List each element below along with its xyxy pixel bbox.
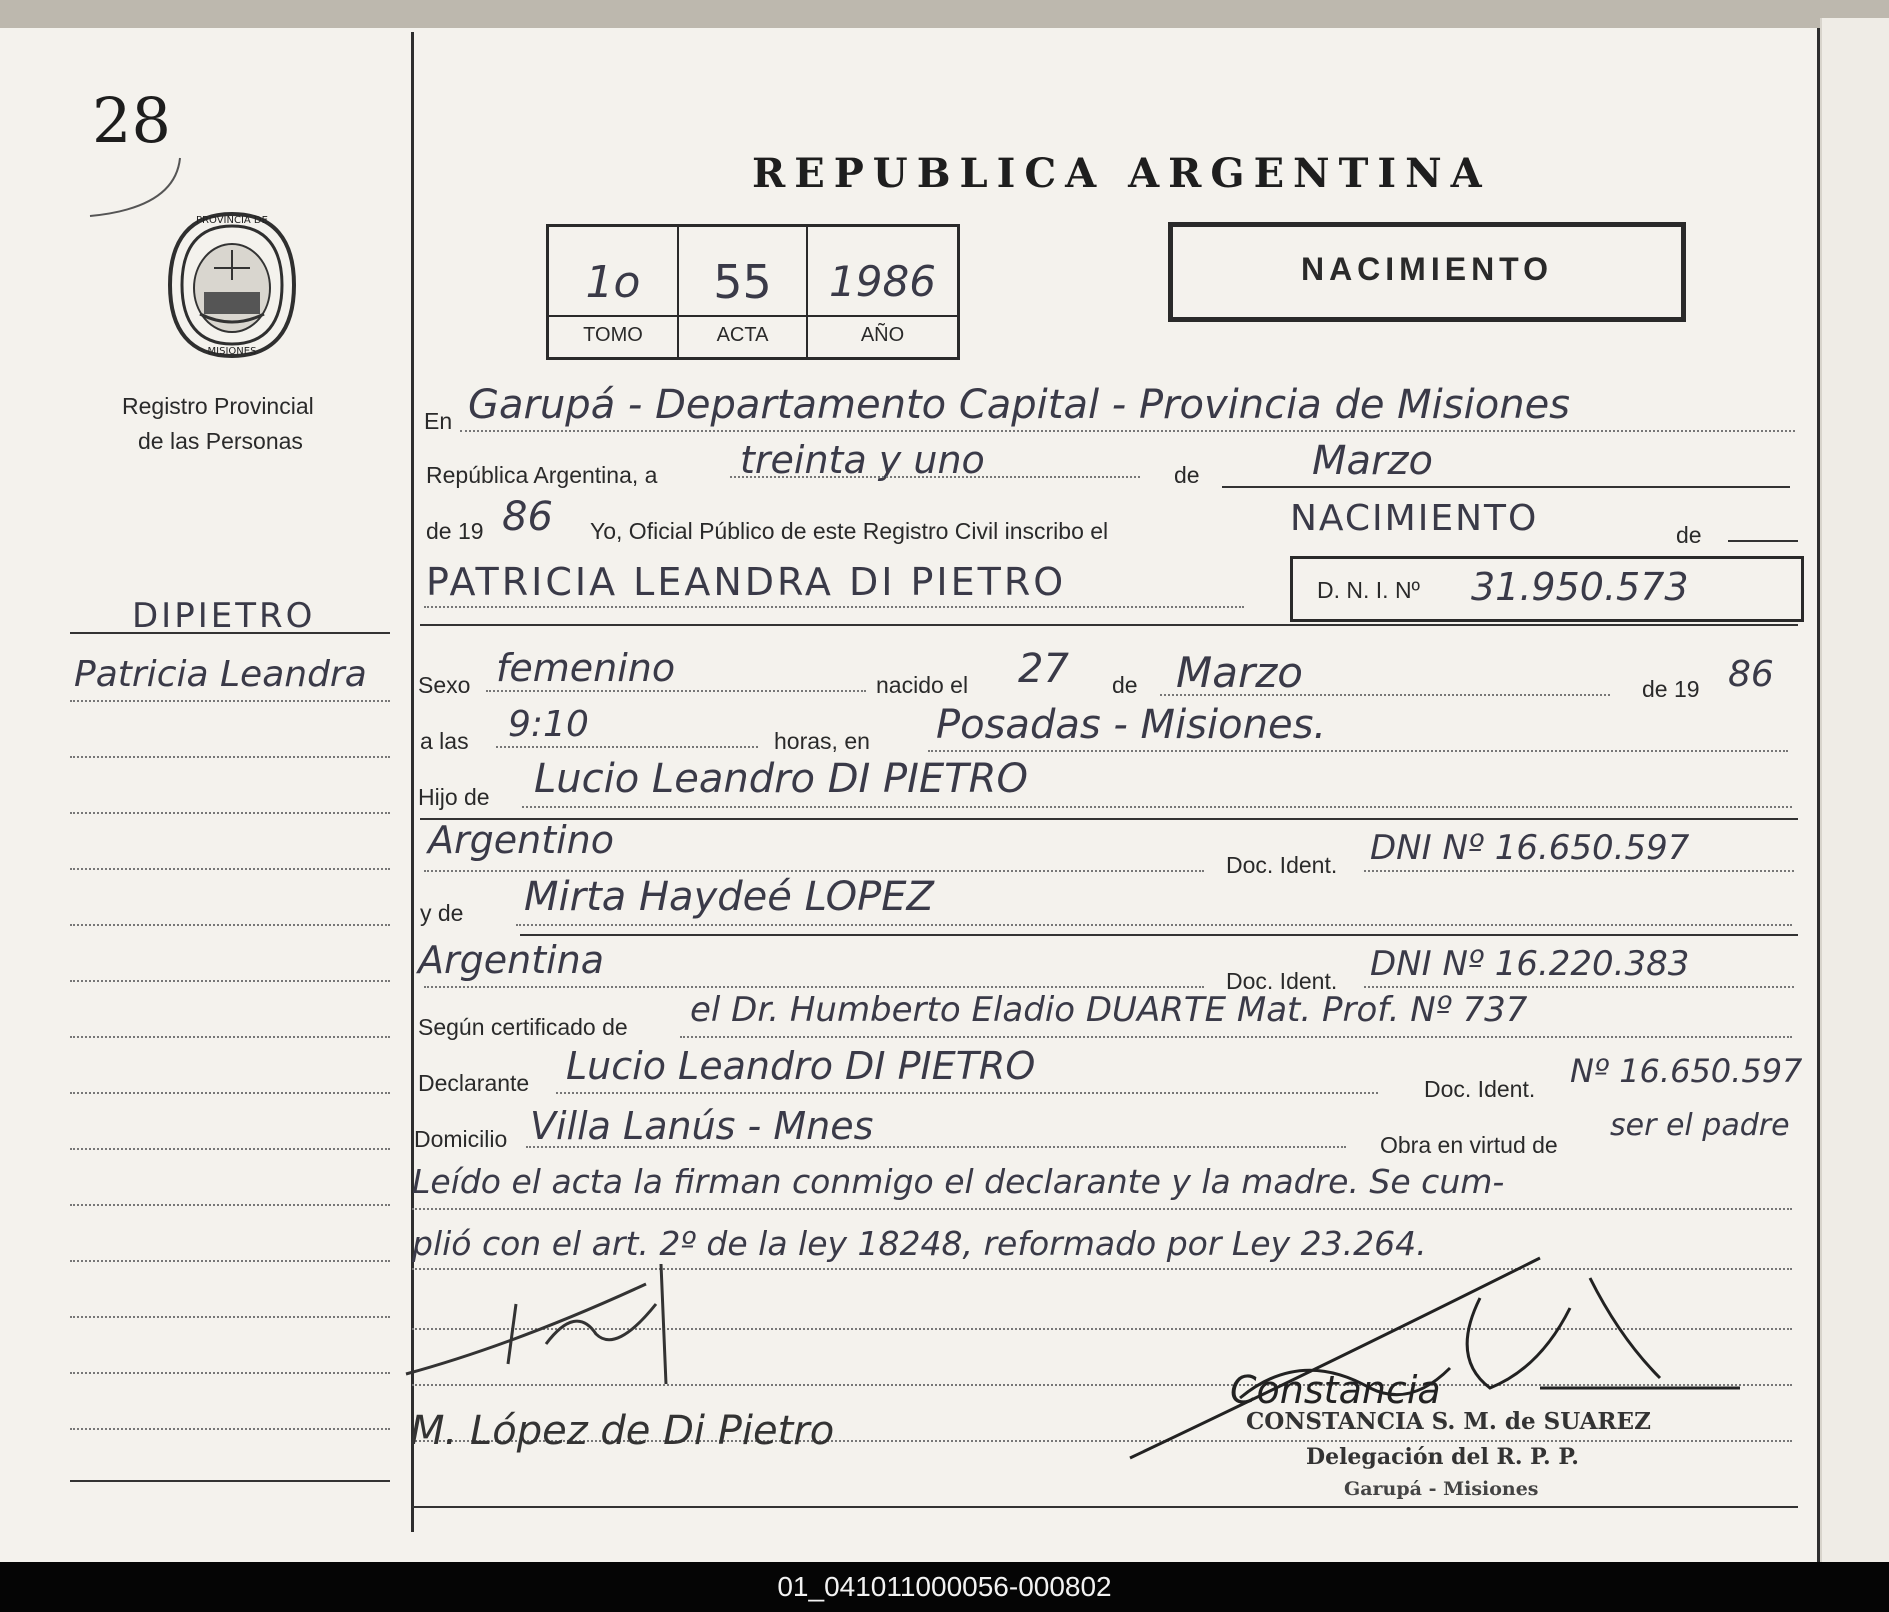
time-value: 9:10 [508,704,589,745]
label-segun: Según certificado de [418,1014,628,1040]
svg-text:MISIONES: MISIONES [207,346,257,357]
line-name [424,606,1244,608]
label-a-las: a las [420,728,469,754]
declarant-name: Lucio Leandro DI PIETRO [566,1044,1036,1088]
line-month [1222,486,1790,488]
label-doc-ident-3: Doc. Ident. [1424,1076,1536,1102]
margin-line [70,1428,390,1430]
person-name: PATRICIA LEANDRA DI PIETRO [426,560,1067,604]
line-father-nationality [424,870,1204,872]
label-republica: República Argentina, a [426,462,658,488]
line-time [496,746,758,748]
margin-line [70,868,390,870]
stamp-line-1: CONSTANCIA S. M. de SUAREZ [1246,1408,1651,1435]
tomo-label: TOMO [583,324,643,346]
acta-value: 55 [713,255,772,309]
day-value: treinta y uno [740,438,985,482]
acta-label: ACTA [716,324,769,346]
line-declarant [556,1092,1378,1094]
birth-month: Marzo [1176,648,1303,697]
certificate-type: NACIMIENTO [1300,251,1554,287]
margin-line [70,1092,390,1094]
mother-name: Mirta Haydeé LOPEZ [524,874,934,920]
domicile-value: Villa Lanús - Mnes [530,1104,874,1148]
birth-day: 27 [1018,646,1069,692]
line-en [460,430,1795,432]
year-suffix: 86 [502,494,553,540]
page-number: 28 [92,84,171,157]
certificate-page [0,28,1820,1562]
line-sex [486,690,866,692]
line-birth-month [1160,694,1610,696]
margin-surname: DIPIETRO [132,596,316,636]
tomo-value: 1o [585,257,641,308]
dni-box [1290,556,1804,622]
mother-nationality: Argentina [418,938,605,982]
acts-by-value: ser el padre [1610,1108,1790,1143]
label-de-3: de [1112,672,1138,698]
margin-line [70,1316,390,1318]
margin-line [70,700,390,702]
label-dni: D. N. I. Nº [1317,577,1420,603]
birth-place: Posadas - Misiones. [936,702,1327,748]
line-birth-place [928,750,1788,752]
bottom-line [412,1506,1798,1508]
registry-name-line2: de las Personas [138,428,303,454]
label-hijo-de: Hijo de [418,784,490,810]
margin-line [70,756,390,758]
adjacent-page-edge [1820,18,1889,1562]
label-de-19-2: de 19 [1642,676,1700,702]
note-line-1: Leído el acta la firman conmigo el declarante y la madre. Se cum- [412,1162,1505,1201]
mother-signature: M. López de Di Pietro [410,1408,835,1454]
father-nationality: Argentino [428,818,614,862]
month-value: Marzo [1312,438,1433,484]
declarant-doc: Nº 16.650.597 [1570,1052,1803,1090]
declarant-signature [396,1244,726,1394]
line-certificate [680,1036,1792,1038]
margin-line [70,980,390,982]
stamp-line-3: Garupá - Misiones [1344,1478,1539,1500]
label-de-19: de 19 [426,518,484,544]
ano-value: 1986 [829,257,936,306]
certificate-type-box [1168,222,1686,322]
note-line-2: plió con el art. 2º de la ley 18248, reformado por Ley 23.264. [412,1224,1427,1263]
official-signature [1120,1238,1760,1478]
father-doc: DNI Nº 16.650.597 [1370,828,1690,868]
label-obra: Obra en virtud de [1380,1132,1558,1158]
label-y-de: y de [420,900,464,926]
label-en: En [424,408,453,434]
margin-line [70,1372,390,1374]
image-id-caption: 01_041011000056-000802 [0,1562,1889,1612]
margin-bottom-line [70,1480,390,1482]
birth-year-suffix: 86 [1728,654,1774,695]
label-declarante: Declarante [418,1070,530,1096]
line-day [730,476,1140,478]
label-nacido-el: nacido el [876,672,969,698]
label-domicilio: Domicilio [414,1126,508,1152]
section-divider [420,624,1798,626]
father-name: Lucio Leandro DI PIETRO [534,756,1028,802]
margin-line [70,1036,390,1038]
ano-label: AÑO [860,324,905,346]
label-de: de [1174,462,1200,488]
provincial-seal-icon [164,210,300,360]
label-horas-en: horas, en [774,728,870,754]
dni-value: 31.950.573 [1471,565,1689,609]
mother-doc: DNI Nº 16.220.383 [1370,944,1690,984]
margin-line [70,1204,390,1206]
sex-value: femenino [496,646,676,690]
margin-line [70,1260,390,1262]
margin-line [70,1148,390,1150]
margin-surname-line [70,632,390,634]
father-divider [420,818,1798,820]
line-note-1 [412,1208,1792,1210]
label-yo-oficial: Yo, Oficial Público de este Registro Civil inscribo el [590,518,1109,544]
country-title: REPUBLICA ARGENTINA [752,150,1491,197]
label-sexo: Sexo [418,672,471,698]
mother-divider [520,934,1798,936]
official-signature-text: Constancia [1230,1368,1441,1412]
line-father [522,806,1792,808]
margin-line [70,924,390,926]
place-value: Garupá - Departamento Capital - Provincia de Misiones [468,382,1571,428]
registry-name-line1: Registro Provincial [122,393,314,419]
line-mother [516,924,1792,926]
line-mother-nationality [424,986,1204,988]
svg-text:PROVINCIA DE: PROVINCIA DE [196,215,268,226]
label-de-2: de [1676,522,1702,548]
line-de [1728,540,1798,542]
margin-given-names: Patricia Leandra [74,654,367,695]
record-box [546,224,960,360]
line-father-doc [1364,870,1794,872]
label-doc-ident-2: Doc. Ident. [1226,968,1338,994]
certificate-issuer: el Dr. Humberto Eladio DUARTE Mat. Prof. Nº 737 [690,990,1528,1030]
label-doc-ident: Doc. Ident. [1226,852,1338,878]
margin-line [70,812,390,814]
act-value: NACIMIENTO [1290,498,1539,539]
stamp-line-2: Delegación del R. P. P. [1306,1444,1579,1470]
line-mother-doc [1364,986,1794,988]
line-domicile [526,1146,1346,1148]
